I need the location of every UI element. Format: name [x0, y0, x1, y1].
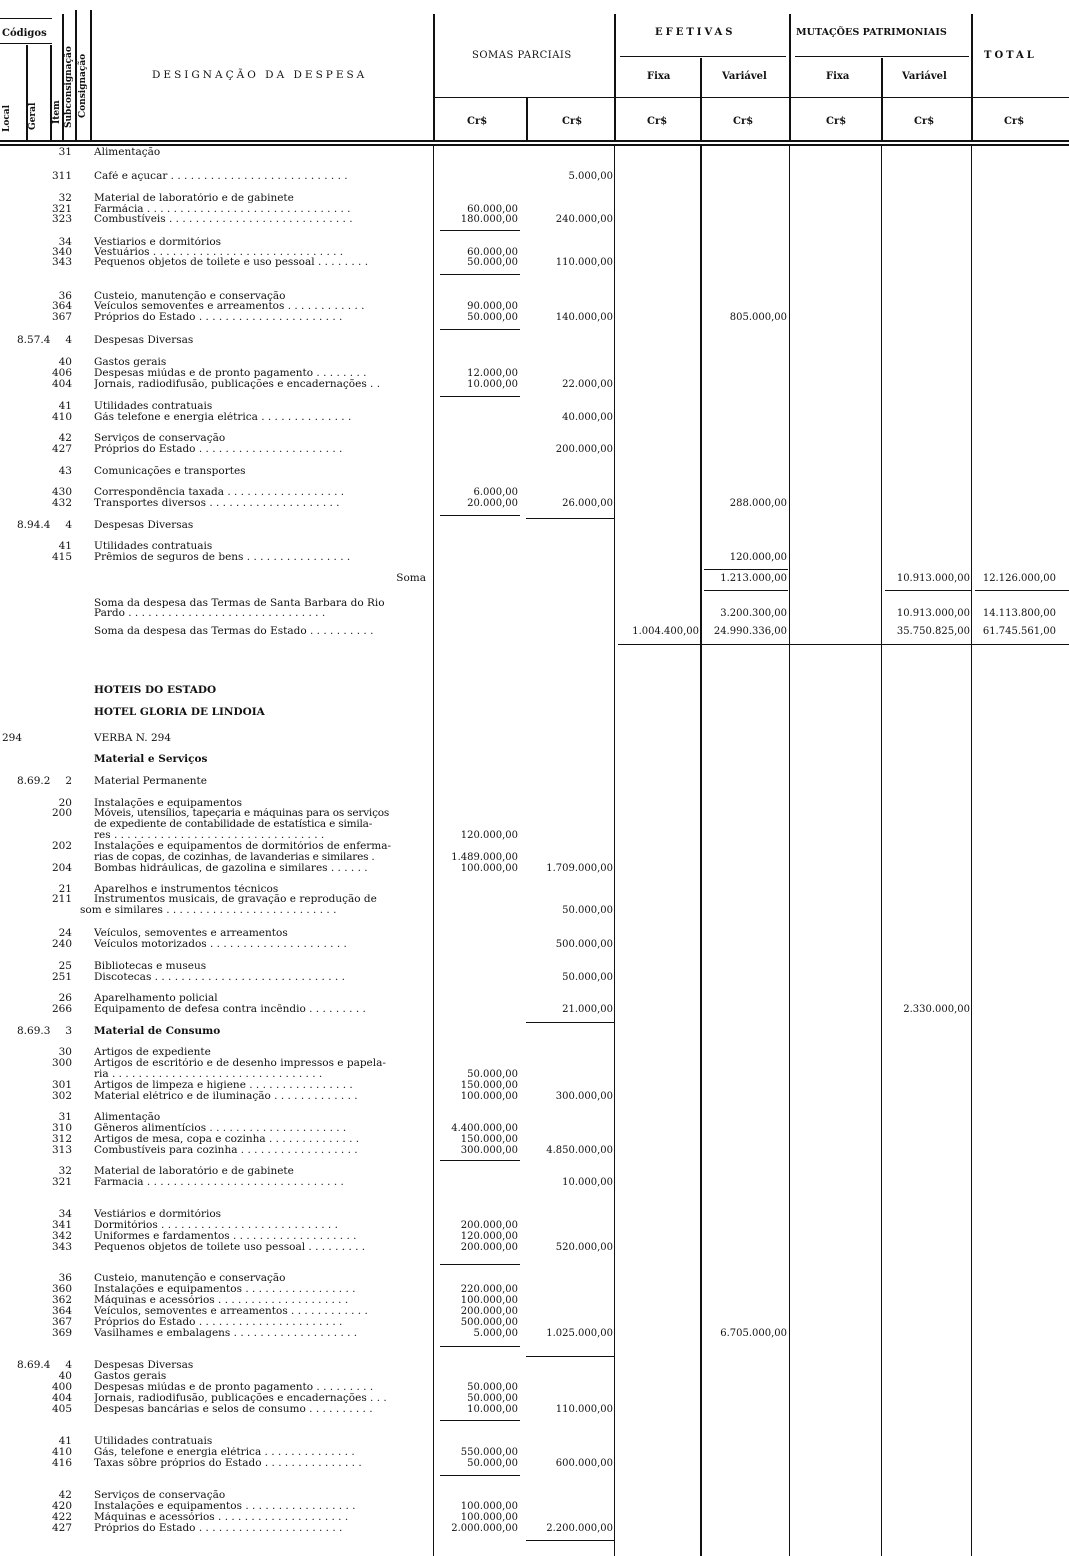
row-amount-c2: 520.000,00 — [555, 1242, 613, 1253]
header-rule — [433, 97, 1069, 98]
row-amount-c1: 100.000,00 — [460, 1295, 518, 1306]
col-geral-label: Geral — [28, 102, 38, 130]
row-amount-c2: 40.000,00 — [562, 412, 613, 423]
row-amount-c2: 2.200.000,00 — [546, 1523, 613, 1534]
header-rule — [971, 14, 973, 142]
row-amount-c2: 300.000,00 — [555, 1091, 613, 1102]
currency-somas-2: Cr$ — [562, 116, 583, 127]
header-rule — [62, 14, 64, 140]
row-description: Veículos motorizados . . . . . . . . . . . . . . . . . . . . . — [94, 939, 347, 950]
row-amount-c4: 1.213.000,00 — [720, 573, 787, 584]
row-item-code: 311 — [51, 170, 72, 182]
row-description: Discotecas . . . . . . . . . . . . . . . . . . . . . . . . . . . . . — [94, 972, 345, 983]
row-description: Próprios do Estado . . . . . . . . . . . . . . . . . . . . . . — [94, 1523, 343, 1534]
subtotal-underline — [440, 329, 520, 330]
row-description: res . . . . . . . . . . . . . . . . . . . . . . . . . . . . . . . . — [94, 830, 325, 841]
row-local-code: 294 — [2, 732, 23, 744]
row-description: Uniformes e fardamentos . . . . . . . . . . . . . . . . . . . — [94, 1231, 357, 1242]
row-description: Vestiarios e dormitórios — [94, 237, 222, 248]
row-amount-c1: 10.000,00 — [467, 1404, 518, 1415]
row-item-code: 301 — [51, 1079, 72, 1091]
row-amount-c2: 110.000,00 — [555, 1404, 613, 1415]
row-item-code: 321 — [51, 1176, 72, 1188]
row-description: Instalações e equipamentos — [94, 798, 242, 809]
row-item-code: 416 — [51, 1457, 72, 1469]
row-description: Veículos semoventes e arreamentos . . . . . . . . . . . . — [94, 301, 365, 312]
row-amount-c6: 2.330.000,00 — [903, 1004, 970, 1015]
row-description: Próprios do Estado . . . . . . . . . . . . . . . . . . . . . . — [94, 312, 343, 323]
row-description: HOTEL GLÓRIA DE LINDÓIA — [94, 707, 265, 718]
currency-somas-1: Cr$ — [467, 116, 488, 127]
subtotal-underline — [440, 274, 520, 275]
row-description: Despesas Diversas — [94, 520, 194, 531]
row-amount-c1: 50.000,00 — [467, 1393, 518, 1404]
subtotal-underline — [440, 1346, 520, 1347]
row-item-code: 24 — [58, 927, 72, 939]
row-description: Comunicações e transportes — [94, 466, 246, 477]
row-amount-c1: 60.000,00 — [467, 204, 518, 215]
row-item-code: 266 — [51, 1003, 72, 1015]
row-amount-c1: 50.000,00 — [467, 1069, 518, 1080]
row-description: Bibliotecas e museus — [94, 961, 207, 972]
row-item-code: 26 — [58, 992, 72, 1004]
row-description: Pardo . . . . . . . . . . . . . . . . . . . . . . . . . . . . . . — [94, 608, 326, 619]
row-item-code: 430 — [51, 486, 72, 498]
row-description: Combustíveis . . . . . . . . . . . . . . . . . . . . . . . . . . . . — [94, 214, 353, 225]
subtotal-underline — [526, 1356, 614, 1357]
row-description: Utilidades contratuais — [94, 1436, 213, 1447]
row-description: Utilidades contratuais — [94, 401, 213, 412]
row-description: HOTÉIS DO ESTADO — [94, 685, 217, 696]
row-amount-c7: 12.126.000,00 — [982, 573, 1056, 584]
header-rule — [620, 56, 786, 57]
row-amount-c6: 10.913.000,00 — [896, 573, 970, 584]
row-description: Artigos de limpeza e higiene . . . . . . . . . . . . . . . . — [94, 1080, 353, 1091]
row-item-code: 3 — [65, 1025, 72, 1037]
row-description: Farmacia . . . . . . . . . . . . . . . . . . . . . . . . . . . . . . — [94, 1177, 344, 1188]
row-item-code: 31 — [58, 146, 72, 158]
row-description: VERBA N. 294 — [94, 733, 172, 744]
row-description: Aparelhamento policial — [94, 993, 218, 1004]
row-amount-c2: 500.000,00 — [555, 939, 613, 950]
row-local-code: 8.69.3 — [17, 1025, 51, 1037]
row-amount-c1: 60.000,00 — [467, 247, 518, 258]
row-description: Gás telefone e energia elétrica . . . . . . . . . . . . . . — [94, 412, 352, 423]
row-amount-c7: 61.745.561,00 — [982, 626, 1056, 637]
row-description: Próprios do Estado . . . . . . . . . . . . . . . . . . . . . . — [94, 444, 343, 455]
row-amount-c1: 20.000,00 — [467, 498, 518, 509]
row-item-code: 410 — [51, 1446, 72, 1458]
row-description: de expediente de contabilidade de estatística e simila- — [94, 819, 373, 830]
row-description: Aparelhos e instrumentos técnicos — [94, 884, 279, 895]
header-rule — [433, 14, 435, 142]
row-item-code: 2 — [65, 775, 72, 787]
row-description: Instrumentos musicais, de gravação e reprodução de — [94, 894, 377, 905]
row-description: Vestuários . . . . . . . . . . . . . . . . . . . . . . . . . . . . . — [94, 247, 344, 258]
row-amount-c1: 200.000,00 — [460, 1306, 518, 1317]
row-amount-c1: 120.000,00 — [460, 830, 518, 841]
header-rule — [614, 14, 616, 142]
header-rule — [881, 58, 883, 142]
row-amount-c2: 50.000,00 — [562, 972, 613, 983]
row-amount-c2: 200.000,00 — [555, 444, 613, 455]
row-description: Despesas miúdas e de pronto pagamento . . . . . . . . . — [94, 1382, 374, 1393]
row-description: Custeio, manutenção e conservação — [94, 1273, 286, 1284]
mutacoes-heading: MUTAÇÕES PATRIMONIAIS — [796, 27, 947, 38]
header-rule — [700, 58, 702, 142]
row-item-code: 406 — [51, 367, 72, 379]
somas-parciais-heading: SOMAS PARCIAIS — [472, 50, 572, 61]
row-description: Material de laboratório e de gabinete — [94, 193, 294, 204]
row-description: ria . . . . . . . . . . . . . . . . . . . . . . . . . . . . . . . . — [94, 1069, 323, 1080]
row-item-code: 30 — [58, 1046, 72, 1058]
col-item-label: Item — [52, 100, 62, 124]
column-rule — [700, 146, 702, 1556]
row-item-code: 302 — [51, 1090, 72, 1102]
row-item-code: 341 — [51, 1219, 72, 1231]
row-item-code: 34 — [58, 236, 72, 248]
row-description: Vasilhames e embalagens . . . . . . . . . . . . . . . . . . . — [94, 1328, 358, 1339]
row-item-code: 427 — [51, 1522, 72, 1534]
row-amount-c1: 150.000,00 — [460, 1080, 518, 1091]
row-item-code: 41 — [58, 1435, 72, 1447]
subtotal-underline — [440, 515, 520, 516]
row-description: Soma da despesa das Termas de Santa Barbara do Rio — [94, 598, 385, 609]
row-description: Jornais, radiodifusão, publicações e encadernações . . . — [94, 1393, 387, 1404]
header-rule — [26, 45, 28, 140]
header-rule — [50, 45, 52, 140]
row-amount-c1: 50.000,00 — [467, 312, 518, 323]
codigos-label: Códigos — [2, 28, 47, 39]
row-item-code: 21 — [58, 883, 72, 895]
row-item-code: 364 — [51, 300, 72, 312]
row-description: Despesas miúdas e de pronto pagamento . . . . . . . . — [94, 368, 367, 379]
row-description: Jornais, radiodifusão, publicações e encadernações . . — [94, 379, 381, 390]
column-rule — [789, 146, 790, 1556]
row-local-code: 8.57.4 — [17, 334, 51, 346]
row-description: Próprios do Estado . . . . . . . . . . . . . . . . . . . . . . — [94, 1317, 343, 1328]
row-description: Alimentação — [94, 1112, 161, 1123]
row-description: Material elétrico e de iluminação . . . . . . . . . . . . . — [94, 1091, 358, 1102]
subtotal-underline — [440, 1420, 520, 1421]
row-amount-c1: 220.000,00 — [460, 1284, 518, 1295]
row-amount-c4: 288.000,00 — [729, 498, 787, 509]
row-description: Gêneros alimentícios . . . . . . . . . . . . . . . . . . . . . — [94, 1123, 347, 1134]
mutacoes-variavel-heading: Variável — [902, 71, 947, 82]
row-item-code: 364 — [51, 1305, 72, 1317]
row-item-code: 20 — [58, 797, 72, 809]
currency-efetivas-variavel: Cr$ — [733, 116, 754, 127]
row-item-code: 41 — [58, 540, 72, 552]
row-description: Prêmios de seguros de bens . . . . . . . . . . . . . . . . — [94, 552, 351, 563]
row-amount-c1: 150.000,00 — [460, 1134, 518, 1145]
row-description: Instalações e equipamentos . . . . . . . . . . . . . . . . . — [94, 1501, 356, 1512]
row-item-code: 4 — [65, 519, 72, 531]
row-item-code: 367 — [51, 311, 72, 323]
row-item-code: 40 — [58, 1370, 72, 1382]
column-rule — [614, 146, 615, 1556]
row-item-code: 31 — [58, 1111, 72, 1123]
row-description: Móveis, utensílios, tapeçaria e máquinas para os serviços — [94, 808, 390, 819]
row-description: Artigos de escritório e de desenho impressos e papela- — [94, 1058, 386, 1069]
row-description: Máquinas e acessórios . . . . . . . . . . . . . . . . . . . . — [94, 1295, 349, 1306]
subtotal-underline — [440, 396, 520, 397]
row-amount-c1: 1.489.000,00 — [451, 852, 518, 863]
row-amount-c1: 200.000,00 — [460, 1242, 518, 1253]
header-rule — [75, 10, 77, 140]
row-item-code: 32 — [58, 1165, 72, 1177]
efetivas-heading: EFETIVAS — [655, 27, 736, 38]
row-amount-c1: 100.000,00 — [460, 1091, 518, 1102]
row-description: Máquinas e acessórios . . . . . . . . . . . . . . . . . . . . — [94, 1512, 349, 1523]
row-description: Pequenos objetos de toilete uso pessoal . . . . . . . . . — [94, 1242, 366, 1253]
header-rule — [526, 98, 528, 142]
row-item-code: 343 — [51, 1241, 72, 1253]
row-item-code: 310 — [51, 1122, 72, 1134]
currency-mutacoes-fixa: Cr$ — [826, 116, 847, 127]
row-amount-c4: 3.200.300,00 — [720, 608, 787, 619]
row-description: Correspondência taxada . . . . . . . . . . . . . . . . . . — [94, 487, 345, 498]
row-local-code: 8.69.4 — [17, 1359, 51, 1371]
row-item-code: 367 — [51, 1316, 72, 1328]
column-rule — [971, 146, 972, 1556]
row-item-code: 360 — [51, 1283, 72, 1295]
row-amount-c3: 1.004.400,00 — [632, 626, 699, 637]
row-item-code: 313 — [51, 1144, 72, 1156]
row-item-code: 43 — [58, 465, 72, 477]
row-description: Instalações e equipamentos de dormitórios de enferma- — [94, 841, 392, 852]
row-item-code: 25 — [58, 960, 72, 972]
row-amount-c1: 100.000,00 — [460, 1512, 518, 1523]
row-description: Material Permanente — [94, 776, 207, 787]
row-amount-c1: 4.400.000,00 — [451, 1123, 518, 1134]
row-description: Veículos, semoventes e arreamentos — [94, 928, 288, 939]
row-description: Despesas bancárias e selos de consumo . . . . . . . . . . — [94, 1404, 373, 1415]
subtotal-underline — [704, 590, 788, 591]
row-description: Despesas Diversas — [94, 335, 194, 346]
row-description: Dormitórios . . . . . . . . . . . . . . . . . . . . . . . . . . . — [94, 1220, 338, 1231]
row-item-code: 420 — [51, 1500, 72, 1512]
row-description: Café e açucar . . . . . . . . . . . . . . . . . . . . . . . . . . . — [94, 171, 348, 182]
row-amount-c1: 100.000,00 — [460, 863, 518, 874]
row-description: Gás, telefone e energia elétrica . . . . . . . . . . . . . . — [94, 1447, 355, 1458]
subtotal-underline — [526, 1540, 614, 1541]
row-amount-c1: 180.000,00 — [460, 214, 518, 225]
row-item-code: 211 — [51, 893, 72, 905]
row-item-code: 342 — [51, 1230, 72, 1242]
row-item-code: 404 — [51, 378, 72, 390]
row-description: Despesas Diversas — [94, 1360, 194, 1371]
row-local-code: 8.69.2 — [17, 775, 51, 787]
row-item-code: 410 — [51, 411, 72, 423]
row-amount-c1: 50.000,00 — [467, 1382, 518, 1393]
row-amount-c2: 240.000,00 — [555, 214, 613, 225]
row-item-code: 200 — [51, 807, 72, 819]
row-local-code: 8.94.4 — [17, 519, 51, 531]
row-item-code: 415 — [51, 551, 72, 563]
row-description: rias de copas, de cozinhas, de lavanderias e similares . — [94, 852, 375, 863]
row-item-code: 41 — [58, 400, 72, 412]
row-item-code: 343 — [51, 256, 72, 268]
row-description: Serviços de conservação — [94, 433, 226, 444]
header-rule — [789, 14, 791, 142]
row-description: Vestiários e dormitórios — [94, 1209, 222, 1220]
subtotal-underline — [885, 590, 971, 591]
row-description: Artigos de expediente — [94, 1047, 211, 1058]
subtotal-underline — [440, 1264, 520, 1265]
row-item-code: 427 — [51, 443, 72, 455]
row-amount-c4: 120.000,00 — [729, 552, 787, 563]
row-amount-c2: 600.000,00 — [555, 1458, 613, 1469]
row-item-code: 369 — [51, 1327, 72, 1339]
row-description: Transportes diversos . . . . . . . . . . . . . . . . . . . . — [94, 498, 340, 509]
row-description: Instalações e equipamentos . . . . . . . . . . . . . . . . . — [94, 1284, 356, 1295]
efetivas-fixa-heading: Fixa — [647, 71, 671, 82]
row-item-code: 422 — [51, 1511, 72, 1523]
row-item-code: 4 — [65, 334, 72, 346]
row-amount-c1: 120.000,00 — [460, 1231, 518, 1242]
row-amount-c2: 4.850.000,00 — [546, 1145, 613, 1156]
row-description: som e similares . . . . . . . . . . . . . . . . . . . . . . . . . . — [80, 905, 337, 916]
row-item-code: 300 — [51, 1057, 72, 1069]
subtotal-underline — [526, 1022, 614, 1023]
header-bottom-rule — [0, 140, 1069, 142]
row-item-code: 405 — [51, 1403, 72, 1415]
row-description: Serviços de conservação — [94, 1490, 226, 1501]
row-description: Material de Consumo — [94, 1026, 221, 1037]
col-local-label: Local — [2, 104, 12, 132]
mutacoes-fixa-heading: Fixa — [826, 71, 850, 82]
subtotal-underline — [440, 1475, 520, 1476]
row-amount-c2: 1.709.000,00 — [546, 863, 613, 874]
row-amount-c4: 805.000,00 — [729, 312, 787, 323]
row-amount-c2: 110.000,00 — [555, 257, 613, 268]
efetivas-variavel-heading: Variável — [722, 71, 767, 82]
subtotal-underline — [975, 590, 1069, 591]
row-amount-c1: 10.000,00 — [467, 379, 518, 390]
row-item-code: 32 — [58, 192, 72, 204]
row-item-code: 240 — [51, 938, 72, 950]
row-amount-c1: 200.000,00 — [460, 1220, 518, 1231]
col-consignacao-label: Consignação — [78, 53, 88, 118]
row-item-code: 36 — [58, 290, 72, 302]
row-amount-c1: 300.000,00 — [460, 1145, 518, 1156]
row-amount-c6: 10.913.000,00 — [896, 608, 970, 619]
row-amount-c7: 14.113.800,00 — [982, 608, 1056, 619]
row-amount-c2: 1.025.000,00 — [546, 1328, 613, 1339]
row-item-code: 4 — [65, 1359, 72, 1371]
row-amount-c1: 6.000,00 — [473, 487, 518, 498]
row-item-code: 362 — [51, 1294, 72, 1306]
subtotal-underline — [440, 230, 520, 231]
header-bottom-rule — [0, 144, 1069, 146]
col-subconsignacao-label: Subconsignação — [64, 46, 74, 128]
currency-total: Cr$ — [1004, 116, 1025, 127]
currency-efetivas-fixa: Cr$ — [647, 116, 668, 127]
row-item-code: 42 — [58, 1489, 72, 1501]
row-description: Taxas sôbre próprios do Estado . . . . . . . . . . . . . . . — [94, 1458, 362, 1469]
row-item-code: 204 — [51, 862, 72, 874]
row-description: Soma — [396, 573, 426, 584]
row-amount-c6: 35.750.825,00 — [896, 626, 970, 637]
row-description: Custeio, manutenção e conservação — [94, 291, 286, 302]
row-description: Veículos, semoventes e arreamentos . . . . . . . . . . . . — [94, 1306, 368, 1317]
row-amount-c1: 50.000,00 — [467, 1458, 518, 1469]
row-item-code: 202 — [51, 840, 72, 852]
row-amount-c2: 50.000,00 — [562, 905, 613, 916]
row-amount-c1: 2.000.000,00 — [451, 1523, 518, 1534]
row-amount-c1: 5.000,00 — [473, 1328, 518, 1339]
subtotal-underline — [704, 569, 788, 570]
row-description: Alimentação — [94, 147, 161, 158]
row-description: Gastos gerais — [94, 1371, 167, 1382]
header-rule — [90, 10, 92, 140]
table-header — [0, 0, 1069, 150]
row-amount-c1: 50.000,00 — [467, 257, 518, 268]
row-description: Artigos de mesa, copa e cozinha . . . . . . . . . . . . . . — [94, 1134, 360, 1145]
row-description: Bombas hidráulicas, de gazolina e similares . . . . . . — [94, 863, 368, 874]
row-item-code: 34 — [58, 1208, 72, 1220]
row-item-code: 340 — [51, 246, 72, 258]
row-amount-c1: 90.000,00 — [467, 301, 518, 312]
row-amount-c2: 10.000,00 — [562, 1177, 613, 1188]
row-item-code: 36 — [58, 1272, 72, 1284]
row-item-code: 42 — [58, 432, 72, 444]
row-amount-c2: 5.000,00 — [568, 171, 613, 182]
row-item-code: 432 — [51, 497, 72, 509]
row-description: Utilidades contratuais — [94, 541, 213, 552]
row-amount-c1: 100.000,00 — [460, 1501, 518, 1512]
column-rule — [433, 146, 434, 1556]
subtotal-underline — [526, 518, 614, 519]
subtotal-underline — [618, 644, 1069, 645]
row-amount-c4: 6.705.000,00 — [720, 1328, 787, 1339]
row-item-code: 40 — [58, 356, 72, 368]
column-rule — [881, 146, 882, 1556]
row-item-code: 404 — [51, 1392, 72, 1404]
row-amount-c2: 22.000,00 — [562, 379, 613, 390]
row-item-code: 251 — [51, 971, 72, 983]
row-amount-c2: 140.000,00 — [555, 312, 613, 323]
row-description: Equipamento de defesa contra incêndio . . . . . . . . . — [94, 1004, 366, 1015]
row-description: Material de laboratório e de gabinete — [94, 1166, 294, 1177]
row-amount-c2: 21.000,00 — [562, 1004, 613, 1015]
row-description: Soma da despesa das Termas do Estado . . . . . . . . . . — [94, 626, 374, 637]
row-amount-c1: 12.000,00 — [467, 368, 518, 379]
row-item-code: 400 — [51, 1381, 72, 1393]
row-description: Farmácia . . . . . . . . . . . . . . . . . . . . . . . . . . . . . . . — [94, 204, 351, 215]
row-description: Gastos gerais — [94, 357, 167, 368]
header-rule — [0, 18, 52, 19]
row-amount-c2: 26.000,00 — [562, 498, 613, 509]
row-item-code: 323 — [51, 213, 72, 225]
row-item-code: 321 — [51, 203, 72, 215]
row-amount-c4: 24.990.336,00 — [713, 626, 787, 637]
row-description: Combustíveis para cozinha . . . . . . . . . . . . . . . . . . — [94, 1145, 358, 1156]
currency-mutacoes-variavel: Cr$ — [914, 116, 935, 127]
designacao-heading: DESIGNAÇÃO DA DESPESA — [152, 69, 368, 81]
total-heading: TOTAL — [984, 50, 1037, 61]
row-item-code: 312 — [51, 1133, 72, 1145]
subtotal-underline — [440, 1160, 520, 1161]
row-description: Pequenos objetos de toilete e uso pessoal . . . . . . . . — [94, 257, 369, 268]
row-amount-c1: 550.000,00 — [460, 1447, 518, 1458]
row-description: Material e Serviços — [94, 754, 208, 765]
row-amount-c1: 500.000,00 — [460, 1317, 518, 1328]
